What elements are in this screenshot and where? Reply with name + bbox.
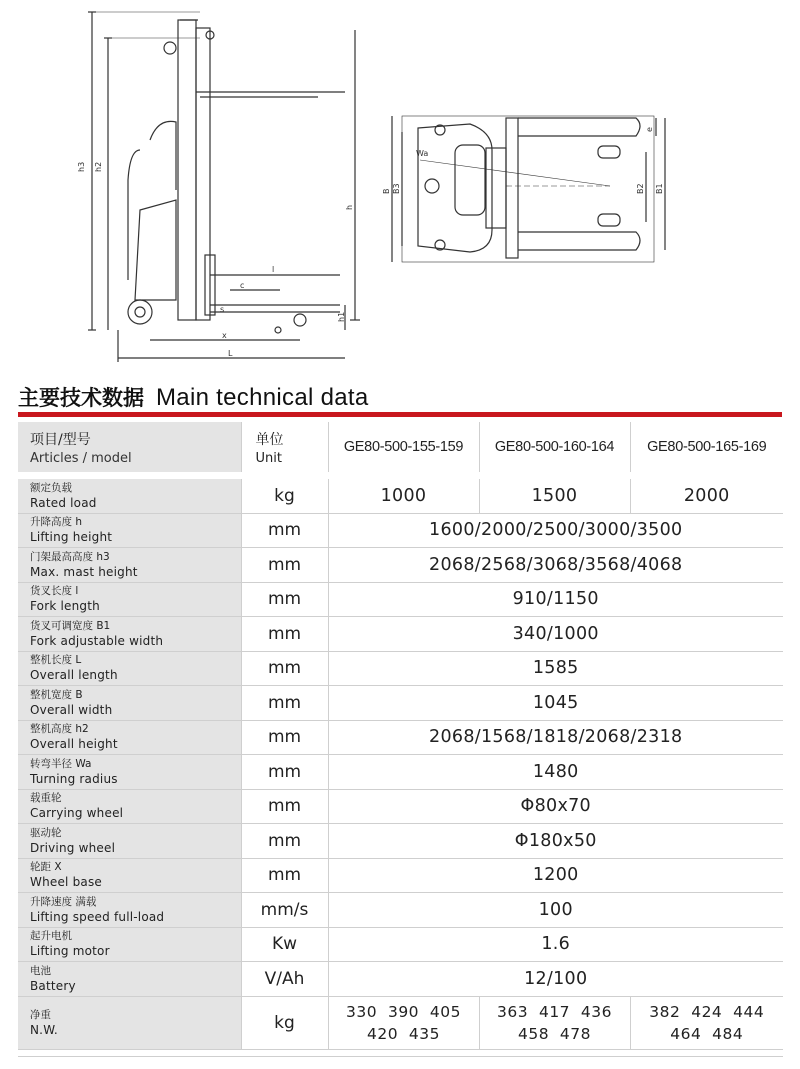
row-value: 1.6	[328, 927, 783, 962]
row-value: 1600/2000/2500/3000/3500	[328, 513, 783, 548]
table-row	[18, 513, 783, 548]
row-label	[18, 789, 241, 824]
row-value-model-3: 2000	[630, 479, 783, 513]
row-label-cn: 净重	[30, 1008, 51, 1021]
dim-label-h2: h2	[94, 161, 103, 172]
table-row	[18, 479, 783, 513]
row-unit: mm	[241, 824, 328, 859]
row-label-en: N.W.	[30, 1022, 58, 1037]
row-label-cn: 电池	[30, 964, 51, 977]
table-row	[18, 858, 783, 893]
dim-label-B2: B2	[636, 183, 645, 194]
row-label	[18, 927, 241, 962]
row-label-en: Carrying wheel	[30, 806, 124, 821]
row-value: 340/1000	[328, 617, 783, 652]
table-row	[18, 582, 783, 617]
row-label-cn: 额定负载	[30, 481, 72, 494]
header-unit	[241, 422, 328, 472]
dim-label-L: L	[228, 349, 233, 358]
row-unit: mm	[241, 755, 328, 790]
row-unit: mm	[241, 651, 328, 686]
row-unit: mm	[241, 858, 328, 893]
table-row	[18, 548, 783, 583]
technical-drawing	[0, 0, 800, 372]
weight-line: 420 435	[366, 1024, 441, 1043]
table-row	[18, 893, 783, 928]
table-row	[18, 755, 783, 790]
row-label	[18, 479, 241, 513]
table-row	[18, 824, 783, 859]
weight-line: 330 390 405	[346, 1002, 461, 1021]
row-value: 1585	[328, 651, 783, 686]
row-value: 2068/2568/3068/3568/4068	[328, 548, 783, 583]
row-unit: Kw	[241, 927, 328, 962]
weight-values-model-1	[328, 996, 479, 1049]
row-label-cn: 起升电机	[30, 930, 72, 943]
row-label-cn: 整机宽度 B	[30, 688, 83, 701]
table-row	[18, 617, 783, 652]
dim-label-h1: h1	[337, 311, 346, 322]
row-label-cn: 转弯半径 Wa	[30, 757, 92, 770]
table-row	[18, 686, 783, 721]
row-label	[18, 720, 241, 755]
row-value-model-2: 1500	[479, 479, 630, 513]
row-label	[18, 893, 241, 928]
section-heading	[18, 378, 369, 412]
row-label	[18, 996, 241, 1049]
row-label-en: Battery	[30, 978, 76, 993]
row-label-cn: 整机长度 L	[30, 654, 82, 667]
row-label	[18, 513, 241, 548]
row-label-cn: 整机高度 h2	[30, 723, 89, 736]
row-value: 1200	[328, 858, 783, 893]
weight-values-model-2	[479, 996, 630, 1049]
row-label	[18, 582, 241, 617]
row-unit: kg	[241, 479, 328, 513]
dim-label-h: h	[345, 204, 354, 210]
row-label-en: Overall width	[30, 702, 113, 717]
row-value: 2068/1568/1818/2068/2318	[328, 720, 783, 755]
row-label-cn: 货叉可调宽度 B1	[30, 619, 111, 632]
header-model-3: GE80-500-165-169	[630, 422, 783, 472]
weight-line: 363 417 436	[497, 1002, 612, 1021]
row-label-en: Fork adjustable width	[30, 633, 164, 648]
row-value-model-1: 1000	[328, 479, 479, 513]
header-articles	[18, 422, 241, 472]
weight-values-model-3	[630, 996, 783, 1049]
dim-label-B3: B3	[392, 183, 401, 194]
row-label-cn: 门架最高高度 h3	[30, 550, 110, 563]
row-label	[18, 962, 241, 997]
row-label-en: Rated load	[30, 495, 97, 510]
row-unit: kg	[241, 996, 328, 1049]
row-label-en: Driving wheel	[30, 840, 116, 855]
row-label-en: Overall length	[30, 668, 118, 683]
accent-rule	[18, 412, 782, 417]
dim-label-e: e	[645, 127, 654, 132]
row-label	[18, 755, 241, 790]
row-label-en: Wheel base	[30, 875, 102, 890]
row-label-cn: 升降高度 h	[30, 516, 82, 529]
row-label-cn: 升降速度 满载	[30, 895, 97, 908]
row-unit: mm/s	[241, 893, 328, 928]
row-unit: mm	[241, 513, 328, 548]
table-bottom-line	[18, 1056, 783, 1057]
row-value: 1045	[328, 686, 783, 721]
header-unit-en: Unit	[255, 450, 282, 466]
table-row	[18, 789, 783, 824]
row-value: 100	[328, 893, 783, 928]
header-unit-cn: 单位	[255, 431, 284, 448]
row-value: Φ180x50	[328, 824, 783, 859]
dim-label-h3: h3	[77, 161, 86, 172]
table-row-weight	[18, 996, 783, 1049]
table-header-row	[18, 422, 783, 472]
dim-label-s: s	[220, 305, 225, 314]
header-articles-cn: 项目/型号	[30, 431, 91, 448]
row-value: Φ80x70	[328, 789, 783, 824]
row-value: 12/100	[328, 962, 783, 997]
row-label	[18, 686, 241, 721]
table-row	[18, 962, 783, 997]
table-row	[18, 720, 783, 755]
dim-label-l: l	[272, 265, 275, 274]
row-unit: mm	[241, 686, 328, 721]
row-unit: V/Ah	[241, 962, 328, 997]
weight-line: 382 424 444	[649, 1002, 765, 1021]
row-label-cn: 载重轮	[30, 792, 62, 805]
row-unit: mm	[241, 548, 328, 583]
section-title-cn: 主要技术数据	[18, 386, 144, 410]
row-label-en: Lifting motor	[30, 944, 110, 959]
section-title-en: Main technical data	[156, 384, 369, 411]
dim-label-x: x	[222, 331, 227, 340]
header-articles-en: Articles / model	[30, 450, 132, 466]
weight-line: 458 478	[517, 1024, 592, 1043]
row-label-cn: 轮距 X	[30, 861, 62, 874]
weight-line: 464 484	[670, 1024, 744, 1043]
row-label	[18, 548, 241, 583]
row-label	[18, 824, 241, 859]
row-label-cn: 驱动轮	[30, 826, 62, 839]
top-view-drawing	[392, 116, 665, 262]
table-row	[18, 927, 783, 962]
row-value: 910/1150	[328, 582, 783, 617]
dim-label-c: c	[240, 281, 245, 290]
row-label	[18, 858, 241, 893]
dim-label-B1: B1	[655, 183, 664, 194]
header-model-2: GE80-500-160-164	[479, 422, 630, 472]
row-label-en: Lifting height	[30, 530, 113, 545]
row-unit: mm	[241, 720, 328, 755]
row-label-en: Lifting speed full-load	[30, 909, 165, 924]
row-label-en: Fork length	[30, 599, 100, 614]
header-spacer	[18, 472, 783, 479]
spec-table	[18, 422, 783, 1050]
row-label-en: Max. mast height	[30, 564, 138, 579]
row-label-en: Turning radius	[30, 771, 118, 786]
row-label	[18, 617, 241, 652]
row-label	[18, 651, 241, 686]
dim-label-B: B	[382, 188, 391, 194]
row-unit: mm	[241, 617, 328, 652]
row-label-cn: 货叉长度 l	[30, 585, 79, 598]
row-unit: mm	[241, 789, 328, 824]
row-label-en: Overall height	[30, 737, 118, 752]
row-unit: mm	[241, 582, 328, 617]
drawing-dimension-labels	[77, 127, 664, 358]
header-model-1: GE80-500-155-159	[328, 422, 479, 472]
row-value: 1480	[328, 755, 783, 790]
table-row	[18, 651, 783, 686]
dim-label-Wa: Wa	[416, 149, 429, 158]
